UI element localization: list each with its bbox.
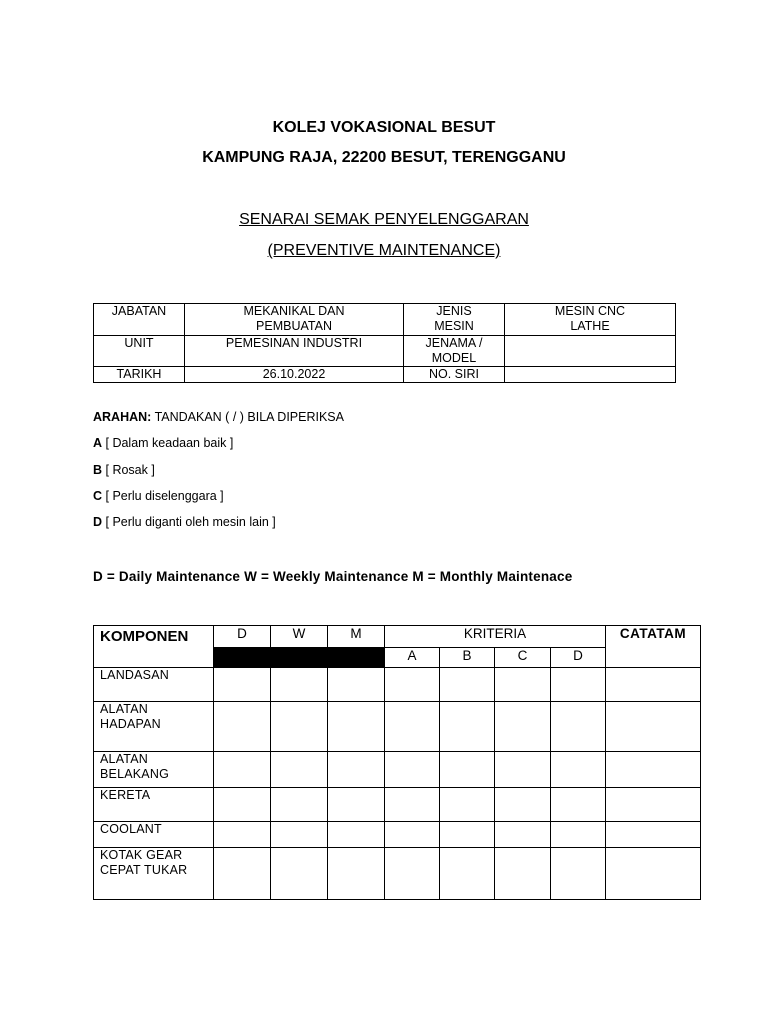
check-cell[interactable] (440, 668, 495, 702)
check-cell[interactable] (271, 752, 328, 788)
jabatan-label: JABATAN (94, 304, 185, 336)
check-cell[interactable] (385, 788, 440, 822)
tarikh-value: 26.10.2022 (185, 367, 404, 383)
document-title: SENARAI SEMAK PENYELENGGARAN (239, 211, 529, 228)
arahan-line: ARAHAN: TANDAKAN ( / ) BILA DIPERIKSA (93, 410, 344, 424)
unit-label: UNIT (94, 336, 185, 367)
check-cell[interactable] (328, 848, 385, 900)
option-a: A [ Dalam keadaan baik ] (93, 436, 234, 450)
check-cell[interactable] (214, 848, 271, 900)
komponen-header: KOMPONEN (94, 626, 214, 668)
kriteria-d-header: D (551, 648, 606, 668)
component-alatan-hadapan: ALATAN HADAPAN (94, 702, 214, 752)
table-row (94, 848, 701, 900)
table-row (94, 822, 701, 848)
component-landasan: LANDASAN (94, 668, 214, 702)
option-d: D [ Perlu diganti oleh mesin lain ] (93, 515, 276, 529)
check-cell[interactable] (214, 752, 271, 788)
check-cell[interactable] (271, 668, 328, 702)
table-row (94, 702, 701, 752)
check-cell[interactable] (551, 788, 606, 822)
check-cell[interactable] (440, 788, 495, 822)
component-kereta: KERETA (94, 788, 214, 822)
notes-cell[interactable] (606, 752, 701, 788)
checklist-table (93, 625, 701, 900)
kriteria-a-header: A (385, 648, 440, 668)
check-cell[interactable] (440, 752, 495, 788)
check-cell[interactable] (385, 848, 440, 900)
weekly-header: W (271, 626, 328, 648)
school-address: KAMPUNG RAJA, 22200 BESUT, TERENGGANU (202, 149, 566, 166)
check-cell[interactable] (385, 668, 440, 702)
check-cell[interactable] (495, 752, 551, 788)
check-cell[interactable] (271, 788, 328, 822)
check-cell[interactable] (385, 702, 440, 752)
check-cell[interactable] (551, 848, 606, 900)
unit-value: PEMESINAN INDUSTRI (185, 336, 404, 367)
kriteria-b-header: B (440, 648, 495, 668)
check-cell[interactable] (328, 822, 385, 848)
check-cell[interactable] (551, 752, 606, 788)
notes-cell[interactable] (606, 822, 701, 848)
check-cell[interactable] (495, 668, 551, 702)
document-subtitle: (PREVENTIVE MAINTENANCE) (267, 242, 501, 259)
check-cell[interactable] (385, 822, 440, 848)
table-row (94, 752, 701, 788)
table-row (94, 668, 701, 702)
option-c: C [ Perlu diselenggara ] (93, 489, 224, 503)
check-cell[interactable] (385, 752, 440, 788)
check-cell[interactable] (440, 702, 495, 752)
check-cell[interactable] (214, 788, 271, 822)
check-cell[interactable] (328, 752, 385, 788)
weekly-black-cell (271, 648, 328, 668)
catatan-header: CATATAM (606, 626, 701, 668)
check-cell[interactable] (495, 702, 551, 752)
component-coolant: COOLANT (94, 822, 214, 848)
no-siri-value (505, 367, 676, 383)
option-b: B [ Rosak ] (93, 463, 155, 477)
school-name: KOLEJ VOKASIONAL BESUT (272, 119, 496, 136)
check-cell[interactable] (551, 668, 606, 702)
check-cell[interactable] (440, 848, 495, 900)
check-cell[interactable] (214, 702, 271, 752)
check-cell[interactable] (440, 822, 495, 848)
check-cell[interactable] (495, 822, 551, 848)
check-cell[interactable] (495, 788, 551, 822)
check-cell[interactable] (551, 702, 606, 752)
daily-black-cell (214, 648, 271, 668)
notes-cell[interactable] (606, 788, 701, 822)
notes-cell[interactable] (606, 702, 701, 752)
check-cell[interactable] (271, 848, 328, 900)
no-siri-label: NO. SIRI (404, 367, 505, 383)
check-cell[interactable] (551, 822, 606, 848)
kriteria-c-header: C (495, 648, 551, 668)
daily-header: D (214, 626, 271, 648)
notes-cell[interactable] (606, 848, 701, 900)
check-cell[interactable] (495, 848, 551, 900)
check-cell[interactable] (271, 702, 328, 752)
check-cell[interactable] (328, 788, 385, 822)
info-table (93, 303, 676, 383)
check-cell[interactable] (271, 822, 328, 848)
jenama-model-value (505, 336, 676, 367)
jenama-model-label: JENAMA / MODEL (404, 336, 505, 367)
monthly-header: M (328, 626, 385, 648)
table-row (94, 788, 701, 822)
notes-cell[interactable] (606, 668, 701, 702)
component-kotak-gear: KOTAK GEAR CEPAT TUKAR (94, 848, 214, 900)
jabatan-value: MEKANIKAL DAN PEMBUATAN (185, 304, 404, 336)
check-cell[interactable] (214, 668, 271, 702)
tarikh-label: TARIKH (94, 367, 185, 383)
monthly-black-cell (328, 648, 385, 668)
kriteria-header: KRITERIA (385, 626, 606, 648)
jenis-mesin-value: MESIN CNC LATHE (505, 304, 676, 336)
check-cell[interactable] (328, 668, 385, 702)
jenis-mesin-label: JENIS MESIN (404, 304, 505, 336)
maintenance-legend: D = Daily Maintenance W = Weekly Maintenance M = Monthly Maintenace (93, 569, 573, 584)
component-alatan-belakang: ALATAN BELAKANG (94, 752, 214, 788)
check-cell[interactable] (328, 702, 385, 752)
check-cell[interactable] (214, 822, 271, 848)
